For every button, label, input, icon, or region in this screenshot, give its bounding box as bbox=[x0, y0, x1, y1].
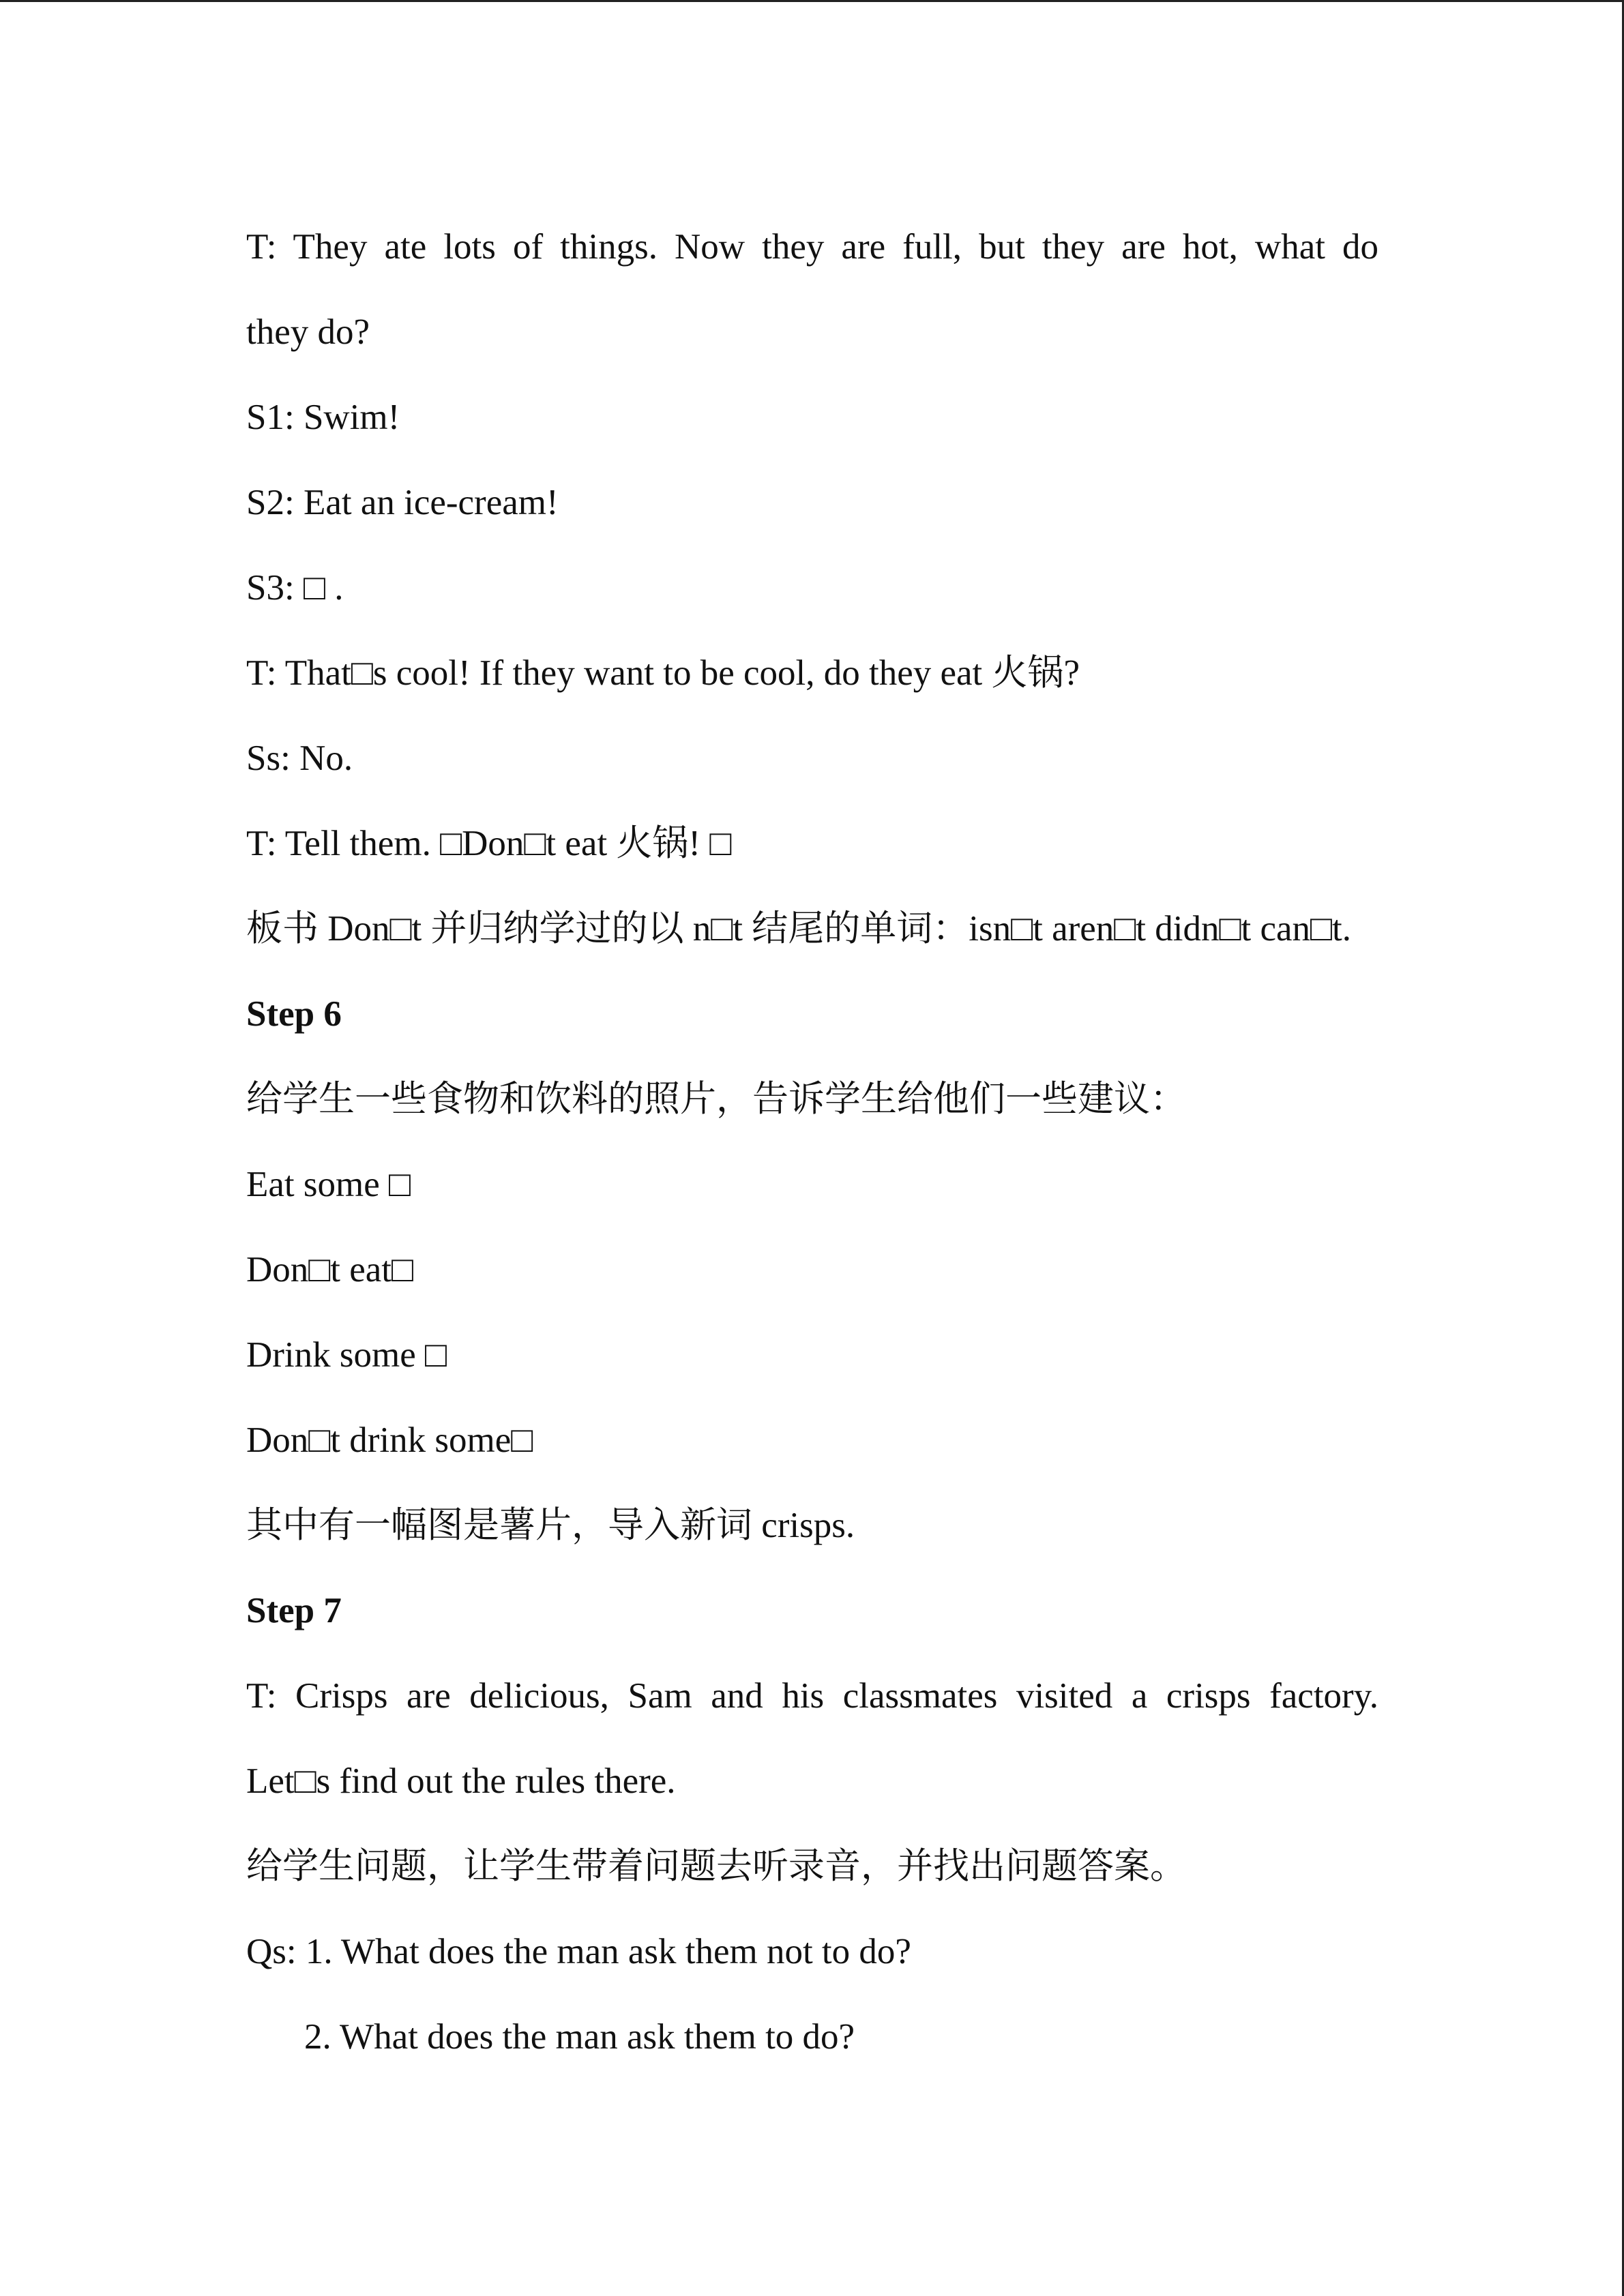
question-1: Qs: 1. What does the man ask them not to do? bbox=[246, 1932, 911, 1971]
page-top-border bbox=[0, 0, 1624, 2]
suggestion-eat-some: Eat some □ bbox=[246, 1165, 411, 1204]
dialogue-line-teacher-tell: T: Tell them. □Don□t eat 火锅! □ bbox=[246, 824, 732, 863]
suggestion-drink-some: Drink some □ bbox=[246, 1335, 447, 1375]
dialogue-line-s2: S2: Eat an ice-cream! bbox=[246, 483, 559, 522]
suggestion-dont-eat: Don□t eat□ bbox=[246, 1250, 414, 1289]
blackboard-note: 板书 Don□t 并归纳学过的以 n□t 结尾的单词：isn□t aren□t didn□t can□t. bbox=[246, 909, 1352, 949]
suggestion-dont-drink: Don□t drink some□ bbox=[246, 1420, 533, 1460]
step-6-instruction: 给学生一些食物和饮料的照片，告诉学生给他们一些建议： bbox=[246, 1079, 1186, 1119]
step-7-heading: Step 7 bbox=[246, 1591, 342, 1630]
new-word-crisps: 其中有一幅图是薯片，导入新词 crisps. bbox=[246, 1506, 855, 1545]
dialogue-line-teacher-crisps: T: Crisps are delicious, Sam and his classmates visited a crisps factory. bbox=[246, 1676, 1378, 1716]
step-7-instruction: 给学生问题，让学生带着问题去听录音，并找出问题答案。 bbox=[246, 1847, 1186, 1886]
dialogue-line-teacher-rules: Let□s find out the rules there. bbox=[246, 1761, 676, 1801]
step-6-heading: Step 6 bbox=[246, 994, 342, 1034]
dialogue-line-teacher-question: T: They ate lots of things. Now they are full, but they are hot, what do bbox=[246, 227, 1378, 267]
dialogue-line-teacher-cool: T: That□s cool! If they want to be cool, do they eat 火锅? bbox=[246, 653, 1080, 693]
document-page bbox=[246, 205, 1378, 2080]
dialogue-line-s1: S1: Swim! bbox=[246, 398, 400, 437]
question-2: 2. What does the man ask them to do? bbox=[304, 2017, 855, 2057]
dialogue-line-teacher-question-cont: they do? bbox=[246, 312, 370, 352]
dialogue-line-s3: S3: □ . bbox=[246, 568, 344, 608]
dialogue-line-students-no: Ss: No. bbox=[246, 739, 353, 778]
